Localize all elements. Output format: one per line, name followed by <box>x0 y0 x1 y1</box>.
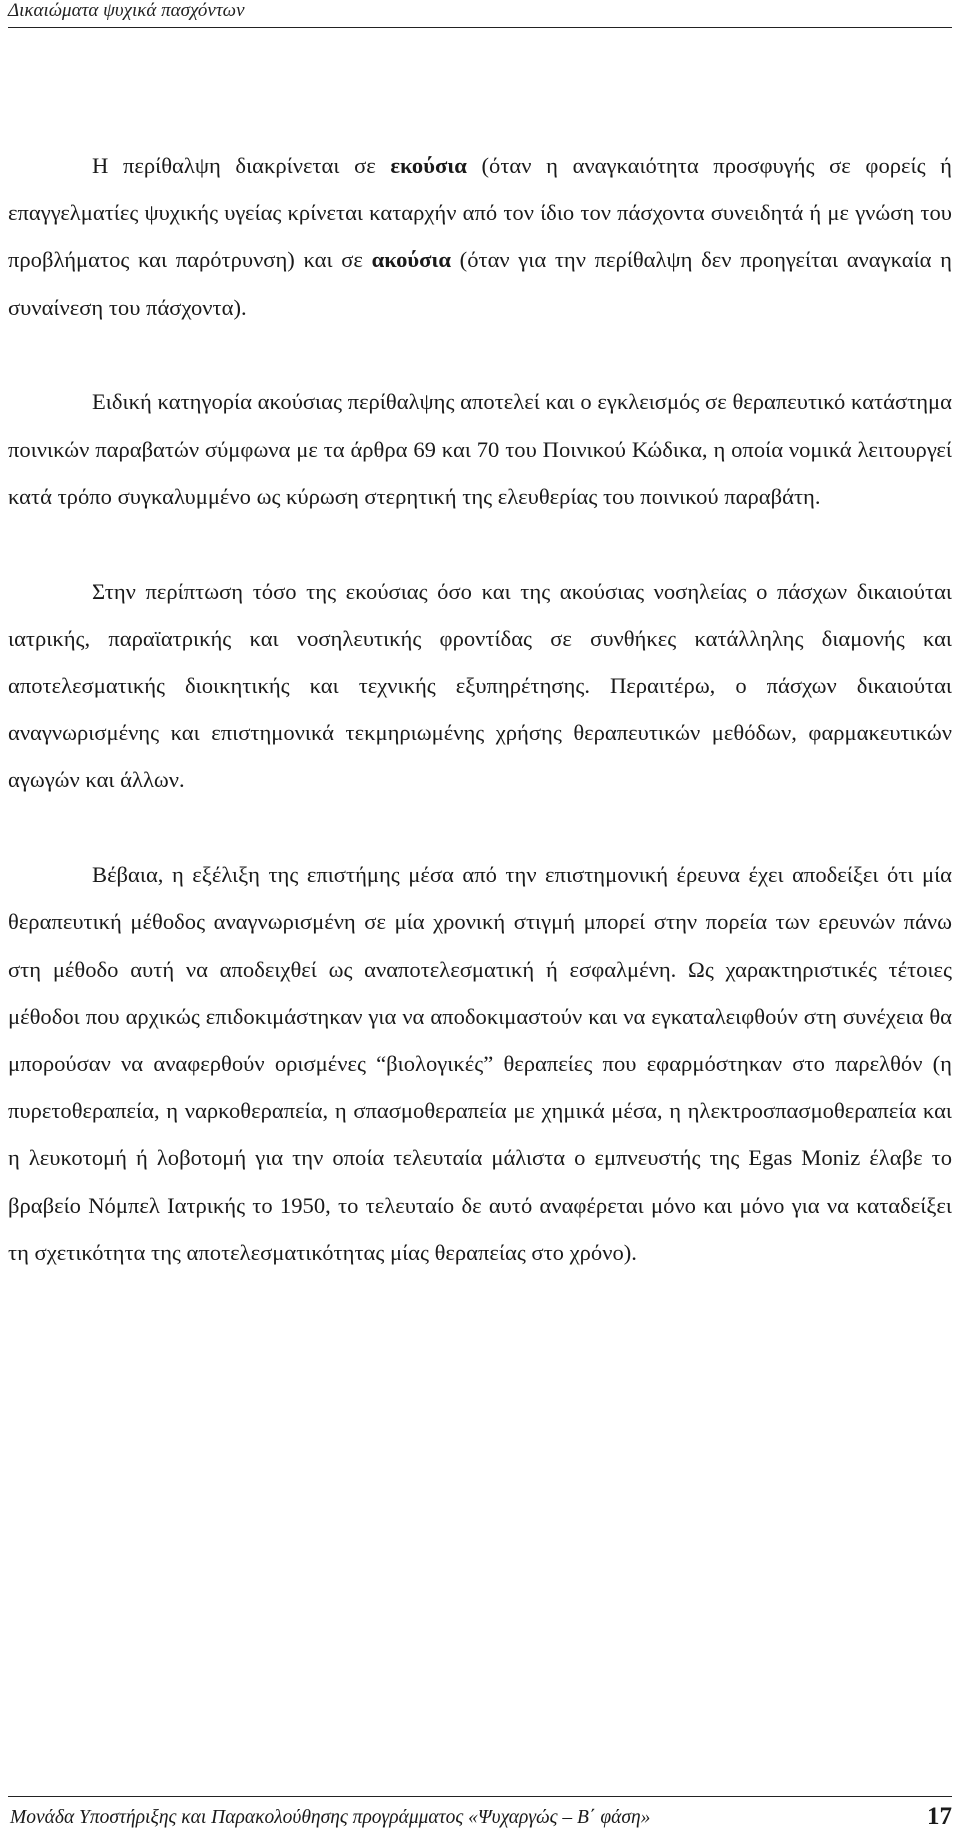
paragraph-1-text-c: (όταν για την περίθαλψη δεν προηγείται αναγκαία η συναίνεση του πάσχοντα). <box>8 247 952 320</box>
running-header <box>8 0 952 28</box>
paragraph-1 <box>8 142 952 331</box>
paragraph-4: Βέβαια, η εξέλιξη της επιστήμης μέσα από την επιστημονική έρευνα έχει αποδείξει ότι μία θεραπευτική μέθοδος αναγνωρισμένη σε μία χρονική στιγμή μπορεί στην πορεία των ερευνών πάνω στη μέθοδο αυτή να αποδειχθεί ως αναποτελεσματική ή εσφαλμένη. Ως χαρακτηριστικές τέτοιες μέθοδοι που αρχικώς επιδοκιμάστηκαν για να αποδοκιμαστούν και να εγκαταλειφθούν στη συνέχεια θα μπορούσαν να αναφερθούν ορισμένες “βιολογικές” θεραπείες που εφαρμόστηκαν στο παρελθόν (η πυρετοθεραπεία, η ναρκοθεραπεία, η σπασμοθεραπεία με χημικά μέσα, η ηλεκτροσπασμοθεραπεία και η λευκοτομή ή λοβοτομή για την οποία τελευταία μάλιστα ο εμπνευστής της Egas Moniz έλαβε το βραβείο Νόμπελ Ιατρικής το 1950, το τελευταίο δε αυτό αναφέρεται μόνο και μόνο για να καταδείξει τη σχετικότητα της αποτελεσματικότητας μίας θεραπείας στο χρόνο). <box>8 862 952 1265</box>
paragraph-1-text-a: Η περίθαλψη διακρίνεται σε <box>92 153 391 178</box>
paragraph-1-text-b: (όταν η αναγκαιότητα προσφυγής σε φορείς ή επαγγελματίες ψυχικής υγείας κρίνεται καταρχήν από τον ίδιο τον πάσχοντα συνειδητά ή με γνώση του προβλήματος και παρότρυνση) και σε <box>8 153 952 273</box>
term-voluntary: εκούσια <box>390 153 467 178</box>
running-title: Δικαιώματα ψυχικά πασχόντων <box>8 0 245 21</box>
paragraph-3: Στην περίπτωση τόσο της εκούσιας όσο και της ακούσιας νοσηλείας ο πάσχων δικαιούται ιατρικής, παραϊατρικής και νοσηλευτικής φροντίδας σε συνθήκες κατάλληλης διαμονής και αποτελεσματικής διοικητικής και τεχνικής εξυπηρέτησης. Περαιτέρω, ο πάσχων δικαιούται αναγνωρισμένης και επιστημονικά τεκμηριωμένης χρήσης θεραπευτικών μεθόδων, φαρμακευτικών αγωγών και άλλων. <box>8 578 952 793</box>
footer-text: Μονάδα Υποστήριξης και Παρακολούθησης προγράμματος «Ψυχαργώς – Β΄ φάση» <box>10 1807 651 1828</box>
term-involuntary: ακούσια <box>371 247 452 273</box>
page-number: 17 <box>927 1803 952 1830</box>
page-footer <box>8 1796 952 1834</box>
document-body <box>8 142 952 1276</box>
paragraph-2: Ειδική κατηγορία ακούσιας περίθαλψης αποτελεί και ο εγκλεισμός σε θεραπευτικό κατάστημα ποινικών παραβατών σύμφωνα με τα άρθρα 69 και 70 του Ποινικού Κώδικα, η οποία νομικά λειτουργεί κατά τρόπο συγκαλυμμένο ως κύρωση στερητική της ελευθερίας του ποινικού παραβάτη. <box>8 389 952 509</box>
